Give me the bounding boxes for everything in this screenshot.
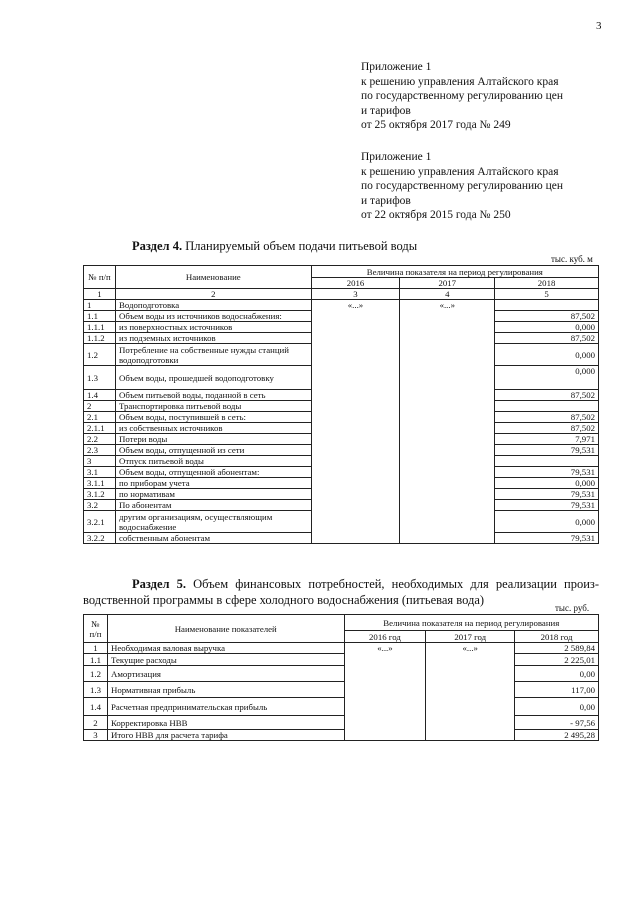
section4-table [83, 265, 599, 544]
row-name: по приборам учета [115, 478, 311, 489]
row-num: 3 [84, 730, 108, 741]
row-name: из подземных источников [115, 333, 311, 344]
section4-title [132, 238, 417, 254]
appendix-line: и тарифов [361, 194, 411, 207]
row-name: Объем воды, поступившей в сеть: [115, 412, 311, 423]
table-row [84, 300, 599, 311]
row-name: По абонентам [115, 500, 311, 511]
table-row [84, 643, 599, 654]
row-value-2018: 2 225,01 [515, 654, 599, 666]
row-value-2018: 79,531 [495, 500, 599, 511]
row-name: из поверхностных источников [115, 322, 311, 333]
row-name: Нормативная прибыль [107, 682, 344, 698]
row-value-2018: 79,531 [495, 533, 599, 544]
row-name: Потребление на собственные нужды станций водоподготовки [115, 344, 311, 366]
placeholder-2017: «...» [400, 300, 495, 544]
row-num: 1.3 [84, 682, 108, 698]
placeholder-2017: «...» [426, 643, 515, 741]
row-value-2018: 79,531 [495, 467, 599, 478]
row-value-2018: 2 495,28 [515, 730, 599, 741]
row-name: другим организациям, осуществляющим водоснабжение [115, 511, 311, 533]
appendix-line: Приложение 1 [361, 151, 432, 163]
appendix-heading-2 [361, 150, 631, 223]
row-num: 1.1.2 [84, 333, 116, 344]
table-row [84, 730, 599, 741]
section4-unit: тыс. куб. м [551, 254, 593, 264]
row-num: 2.3 [84, 445, 116, 456]
header-year-2017: 2017 год [426, 631, 515, 643]
section5-title [83, 576, 599, 608]
header-year-2016: 2016 [311, 278, 400, 289]
row-name: Потери воды [115, 434, 311, 445]
row-num: 3.1.2 [84, 489, 116, 500]
page-number: 3 [596, 20, 602, 32]
placeholder-2016: «...» [344, 643, 426, 741]
row-value-2018 [495, 456, 599, 467]
appendix-line: Приложение 1 [361, 61, 432, 73]
row-name: Транспортировка питьевой воды [115, 401, 311, 412]
row-num: 1 [84, 300, 116, 311]
row-num: 1.2 [84, 666, 108, 682]
header-name: Наименование [115, 266, 311, 289]
row-name: Расчетная предпринимательская прибыль [107, 698, 344, 716]
header-name: Наименование показателей [107, 615, 344, 643]
row-name: Необходимая валовая выручка [107, 643, 344, 654]
row-value-2018: 87,502 [495, 412, 599, 423]
row-value-2018 [495, 300, 599, 311]
appendix-line: по государственному регулированию цен [361, 180, 564, 192]
row-name: по нормативам [115, 489, 311, 500]
row-value-2018: 0,00 [515, 666, 599, 682]
appendix-line: от 25 октября 2017 года № 249 [361, 119, 511, 131]
row-name: Объем воды, отпущенной из сети [115, 445, 311, 456]
row-value-2018: 2 589,84 [515, 643, 599, 654]
row-value-2018: 87,502 [495, 311, 599, 322]
row-num: 3 [84, 456, 116, 467]
row-value-2018: 0,000 [495, 478, 599, 489]
row-name: Амортизация [107, 666, 344, 682]
row-num: 3.1 [84, 467, 116, 478]
row-num: 1.2 [84, 344, 116, 366]
row-value-2018: 0,000 [495, 511, 599, 533]
appendix-line: от 22 октября 2015 года № 250 [361, 209, 511, 221]
header-num: № п/п [84, 266, 116, 289]
table-row [84, 698, 599, 716]
row-num: 1.3 [84, 366, 116, 390]
row-name: Итого НВВ для расчета тарифа [107, 730, 344, 741]
row-name: Объем воды из источников водоснабжения: [115, 311, 311, 322]
header-num: № п/п [84, 615, 108, 643]
table-row [84, 666, 599, 682]
appendix-line: к решению управления Алтайского края [361, 75, 559, 88]
row-value-2018: 0,00 [515, 698, 599, 716]
section4-label: Раздел 4. [132, 239, 183, 253]
row-name: Объем воды, отпущенной абонентам: [115, 467, 311, 478]
table-row [84, 654, 599, 666]
row-num: 1.1 [84, 311, 116, 322]
row-value-2018: 0,000 [495, 322, 599, 333]
column-number: 2 [115, 289, 311, 300]
table-row [84, 682, 599, 698]
row-num: 1.1.1 [84, 322, 116, 333]
column-number: 5 [495, 289, 599, 300]
row-name: собственным абонентам [115, 533, 311, 544]
table-row [84, 716, 599, 730]
row-name: Отпуск питьевой воды [115, 456, 311, 467]
section5-title-line1 [83, 576, 599, 592]
row-value-2018 [495, 401, 599, 412]
row-value-2018: 0,000 [495, 366, 599, 390]
section5-unit: тыс. руб. [555, 603, 590, 613]
row-name: Корректировка НВВ [107, 716, 344, 730]
row-num: 1.4 [84, 390, 116, 401]
column-number: 1 [84, 289, 116, 300]
row-value-2018: - 97,56 [515, 716, 599, 730]
row-num: 1.1 [84, 654, 108, 666]
row-num: 2.1.1 [84, 423, 116, 434]
row-num: 2.1 [84, 412, 116, 423]
appendix-line: и тарифов [361, 104, 411, 117]
row-num: 2 [84, 716, 108, 730]
row-value-2018: 79,531 [495, 489, 599, 500]
appendix-line: к решению управления Алтайского края [361, 165, 559, 178]
row-name: Объем воды, прошедшей водоподготовку [115, 366, 311, 390]
row-num: 3.1.1 [84, 478, 116, 489]
row-value-2018: 87,502 [495, 333, 599, 344]
section5-label: Раздел 5. [132, 577, 187, 591]
row-num: 1 [84, 643, 108, 654]
row-num: 1.4 [84, 698, 108, 716]
header-period: Величина показателя на период регулирования [311, 266, 598, 278]
header-period: Величина показателя на период регулирования [344, 615, 598, 631]
row-name: Текущие расходы [107, 654, 344, 666]
header-year-2016: 2016 год [344, 631, 426, 643]
section4-title-text: Планируемый объем подачи питьевой воды [185, 239, 418, 253]
placeholder-2016: «...» [311, 300, 400, 544]
row-value-2018: 7,971 [495, 434, 599, 445]
section5-title-text: Объем финансовых потребностей, необходимых для реализации произ- [193, 577, 599, 591]
row-num: 2.2 [84, 434, 116, 445]
row-name: Объем питьевой воды, поданной в сеть [115, 390, 311, 401]
row-value-2018: 79,531 [495, 445, 599, 456]
row-num: 3.2.1 [84, 511, 116, 533]
row-num: 3.2.2 [84, 533, 116, 544]
column-number: 4 [400, 289, 495, 300]
row-num: 2 [84, 401, 116, 412]
section5-table [83, 614, 599, 741]
header-year-2018: 2018 [495, 278, 599, 289]
section5-title-line2: водственной программы в сфере холодного водоснабжения (питьевая вода) [83, 593, 485, 607]
row-value-2018: 117,00 [515, 682, 599, 698]
row-name: из собственных источников [115, 423, 311, 434]
appendix-line: по государственному регулированию цен [361, 90, 564, 102]
row-value-2018: 87,502 [495, 423, 599, 434]
row-num: 3.2 [84, 500, 116, 511]
header-year-2017: 2017 [400, 278, 495, 289]
row-value-2018: 87,502 [495, 390, 599, 401]
column-number: 3 [311, 289, 400, 300]
header-year-2018: 2018 год [515, 631, 599, 643]
appendix-heading-1 [361, 60, 631, 133]
row-value-2018: 0,000 [495, 344, 599, 366]
row-name: Водоподготовка [115, 300, 311, 311]
